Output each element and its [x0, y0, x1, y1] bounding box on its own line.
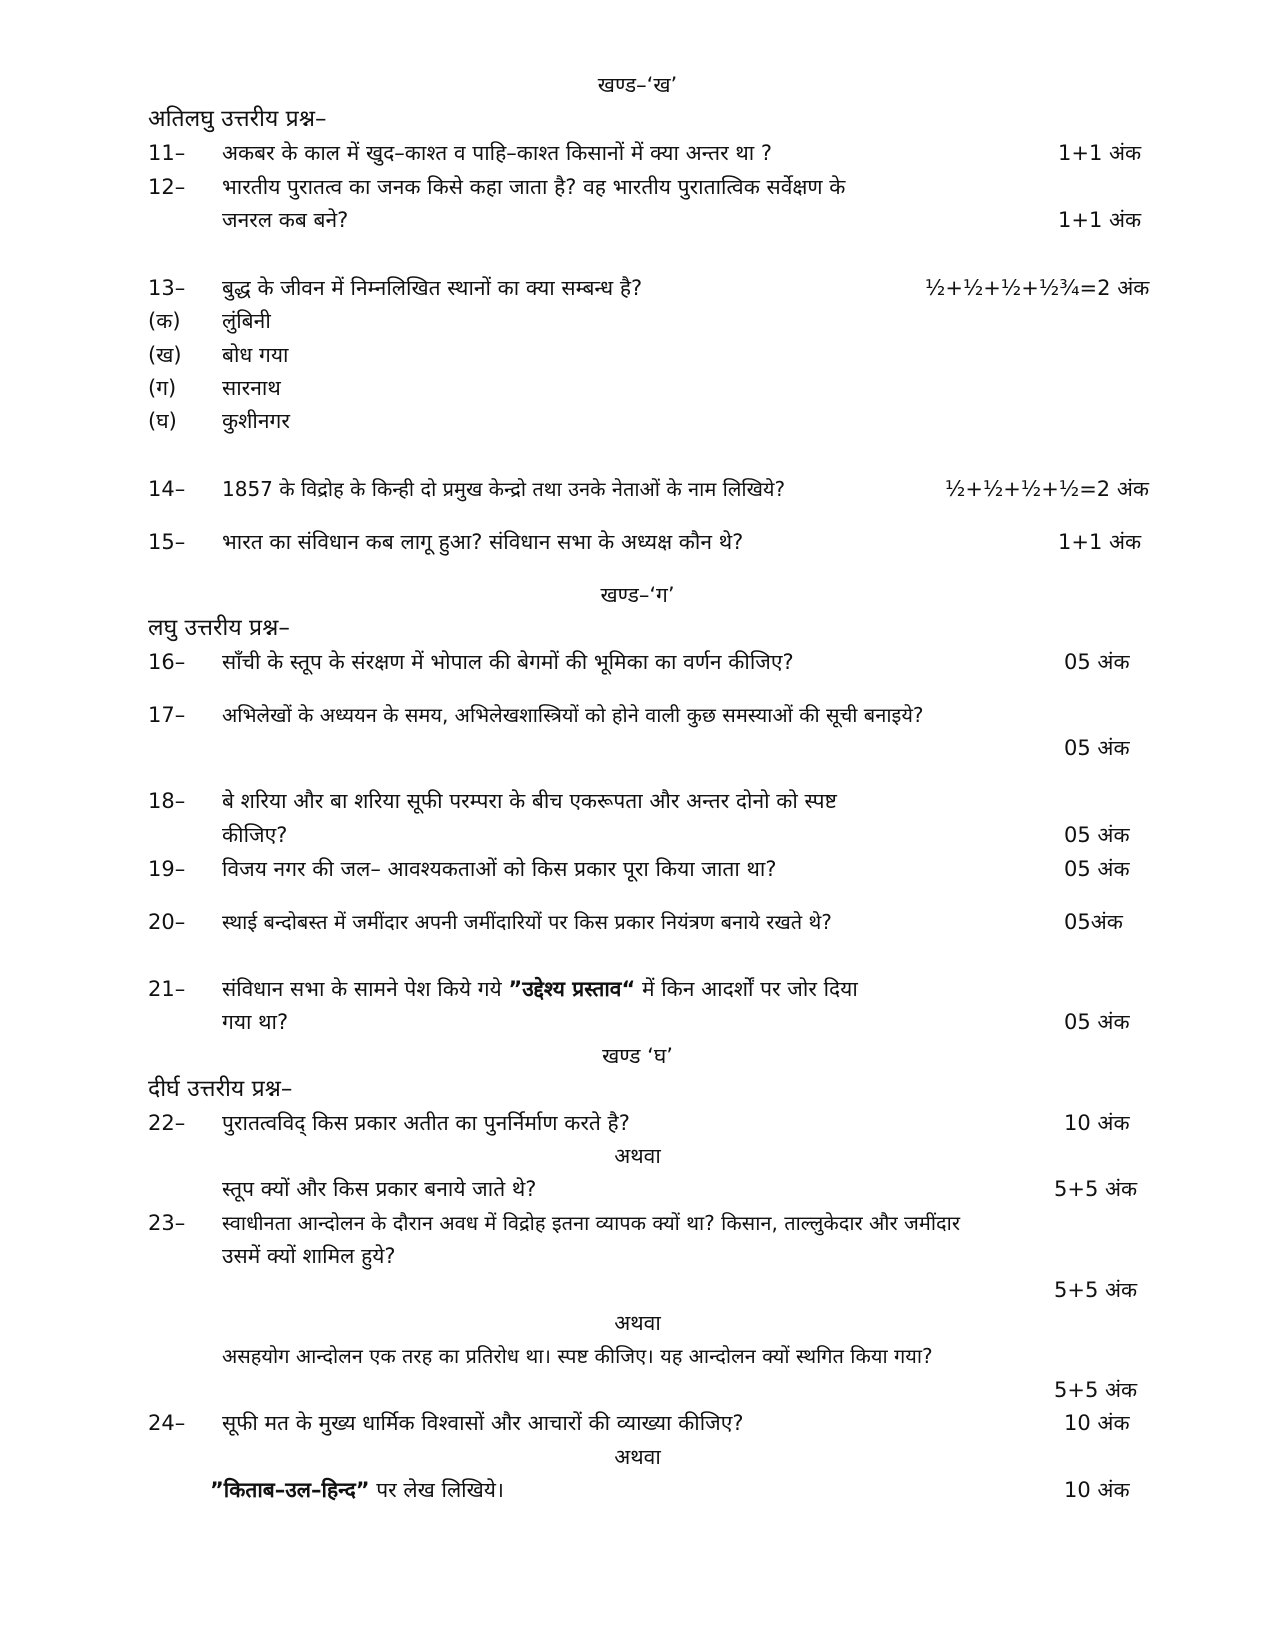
question-number: 15–: [148, 530, 186, 554]
alternative-question: स्तूप क्यों और किस प्रकार बनाये जाते थे?: [222, 1177, 537, 1201]
section-type-kha: अतिलघु उत्तरीय प्रश्न–: [148, 106, 327, 132]
question-text: सूफी मत के मुख्य धार्मिक विश्वासों और आचारों की व्याख्या कीजिए?: [222, 1411, 744, 1435]
question-marks: 05 अंक: [1064, 736, 1130, 760]
question-number: 16–: [148, 650, 186, 674]
question-marks: 1+1 अंक: [1058, 141, 1142, 165]
sub-item-label: (घ): [148, 409, 177, 433]
question-text-part: पर लेख लिखिये।: [369, 1478, 504, 1502]
sub-item-label: (ख): [148, 343, 182, 367]
quoted-term: ”उद्देश्य प्रस्ताव“: [508, 977, 636, 1001]
question-number: 19–: [148, 857, 186, 881]
question-number: 12–: [148, 175, 186, 199]
question-number: 21–: [148, 977, 186, 1001]
question-marks: 05अंक: [1064, 910, 1123, 934]
question-text-continued: जनरल कब बने?: [222, 208, 349, 232]
question-text: अकबर के काल में खुद–काश्त व पाहि–काश्त किसानों में क्या अन्तर था ?: [222, 141, 773, 165]
question-marks: ½+½+½+½¾=2 अंक: [925, 276, 1150, 300]
or-separator: अथवा: [614, 1311, 661, 1335]
or-separator: अथवा: [614, 1445, 661, 1469]
question-number: 22–: [148, 1111, 186, 1135]
question-text: भारत का संविधान कब लागू हुआ? संविधान सभा के अध्यक्ष कौन थे?: [222, 530, 744, 554]
question-number: 23–: [148, 1211, 186, 1235]
sub-item-text: कुशीनगर: [222, 409, 290, 433]
sub-item-text: बोध गया: [222, 343, 289, 367]
question-text: बुद्ध के जीवन में निम्नलिखित स्थानों का क्या सम्बन्ध है?: [222, 276, 643, 300]
question-text: बे शरिया और बा शरिया सूफी परम्परा के बीच एकरूपता और अन्तर दोनो को स्पष्ट: [222, 789, 837, 813]
question-marks: 05 अंक: [1064, 857, 1130, 881]
question-text: भारतीय पुरातत्व का जनक किसे कहा जाता है? वह भारतीय पुरातात्विक सर्वेक्षण के: [222, 175, 846, 199]
section-heading-kha: खण्ड–‘ख’: [597, 73, 678, 97]
alternative-question: [210, 1475, 504, 1505]
quoted-term: ”किताब–उल–हिन्द”: [210, 1478, 370, 1502]
question-text-continued: गया था?: [222, 1010, 289, 1034]
question-marks: 1+1 अंक: [1058, 208, 1142, 232]
question-marks: 5+5 अंक: [1054, 1278, 1138, 1302]
section-heading-ga: खण्ड–‘ग’: [600, 583, 675, 607]
sub-item-text: सारनाथ: [222, 376, 281, 400]
question-text: स्थाई बन्दोबस्त में जमींदार अपनी जमींदारियों पर किस प्रकार नियंत्रण बनाये रखते थे?: [222, 910, 832, 934]
question-text-part: में किन आदर्शों पर जोर दिया: [635, 977, 858, 1001]
question-text-continued: कीजिए?: [222, 823, 288, 847]
section-type-gha: दीर्घ उत्तरीय प्रश्न–: [148, 1076, 293, 1102]
question-marks: 10 अंक: [1064, 1411, 1130, 1435]
question-number: 14–: [148, 477, 186, 501]
question-text: 1857 के विद्रोह के किन्ही दो प्रमुख केन्द्रो तथा उनके नेताओं के नाम लिखिये?: [222, 477, 786, 501]
question-text: [222, 974, 858, 1004]
question-marks: 10 अंक: [1064, 1111, 1130, 1135]
alternative-question: असहयोग आन्दोलन एक तरह का प्रतिरोध था। स्पष्ट कीजिए। यह आन्दोलन क्यों स्थगित किया गया?: [222, 1344, 933, 1368]
question-text: पुरातत्वविद् किस प्रकार अतीत का पुनर्निर्माण करते है?: [222, 1111, 630, 1135]
question-marks: 05 अंक: [1064, 1010, 1130, 1034]
sub-item-label: (क): [148, 309, 181, 333]
question-text: साँची के स्तूप के संरक्षण में भोपाल की बेगमों की भूमिका का वर्णन कीजिए?: [222, 650, 794, 674]
question-marks: 05 अंक: [1064, 650, 1130, 674]
sub-item-text: लुंबिनी: [222, 309, 271, 333]
question-text: स्वाधीनता आन्दोलन के दौरान अवध में विद्रोह इतना व्यापक क्यों था? किसान, ताल्लुकेदार और जमींदार: [222, 1211, 961, 1235]
question-text-part: संविधान सभा के सामने पेश किये गये: [222, 977, 509, 1001]
question-marks: 05 अंक: [1064, 823, 1130, 847]
alternative-marks: 5+5 अंक: [1054, 1378, 1138, 1402]
alternative-marks: 5+5 अंक: [1054, 1177, 1138, 1201]
or-separator: अथवा: [614, 1144, 661, 1168]
question-marks: ½+½+½+½=2 अंक: [945, 477, 1150, 501]
question-text: विजय नगर की जल– आवश्यकताओं को किस प्रकार पूरा किया जाता था?: [222, 857, 777, 881]
question-marks: 1+1 अंक: [1058, 530, 1142, 554]
sub-item-label: (ग): [148, 376, 177, 400]
question-number: 20–: [148, 910, 186, 934]
question-text: अभिलेखों के अध्ययन के समय, अभिलेखशास्त्रियों को होने वाली कुछ समस्याओं की सूची बनाइये?: [222, 703, 924, 727]
question-number: 13–: [148, 276, 186, 300]
question-number: 24–: [148, 1411, 186, 1435]
question-number: 11–: [148, 141, 186, 165]
alternative-marks: 10 अंक: [1064, 1478, 1130, 1502]
section-heading-gha: खण्ड ‘घ’: [602, 1044, 673, 1068]
question-number: 18–: [148, 789, 186, 813]
question-number: 17–: [148, 703, 186, 727]
question-text-continued: उसमें क्यों शामिल हुये?: [222, 1244, 396, 1268]
section-type-ga: लघु उत्तरीय प्रश्न–: [148, 615, 290, 641]
